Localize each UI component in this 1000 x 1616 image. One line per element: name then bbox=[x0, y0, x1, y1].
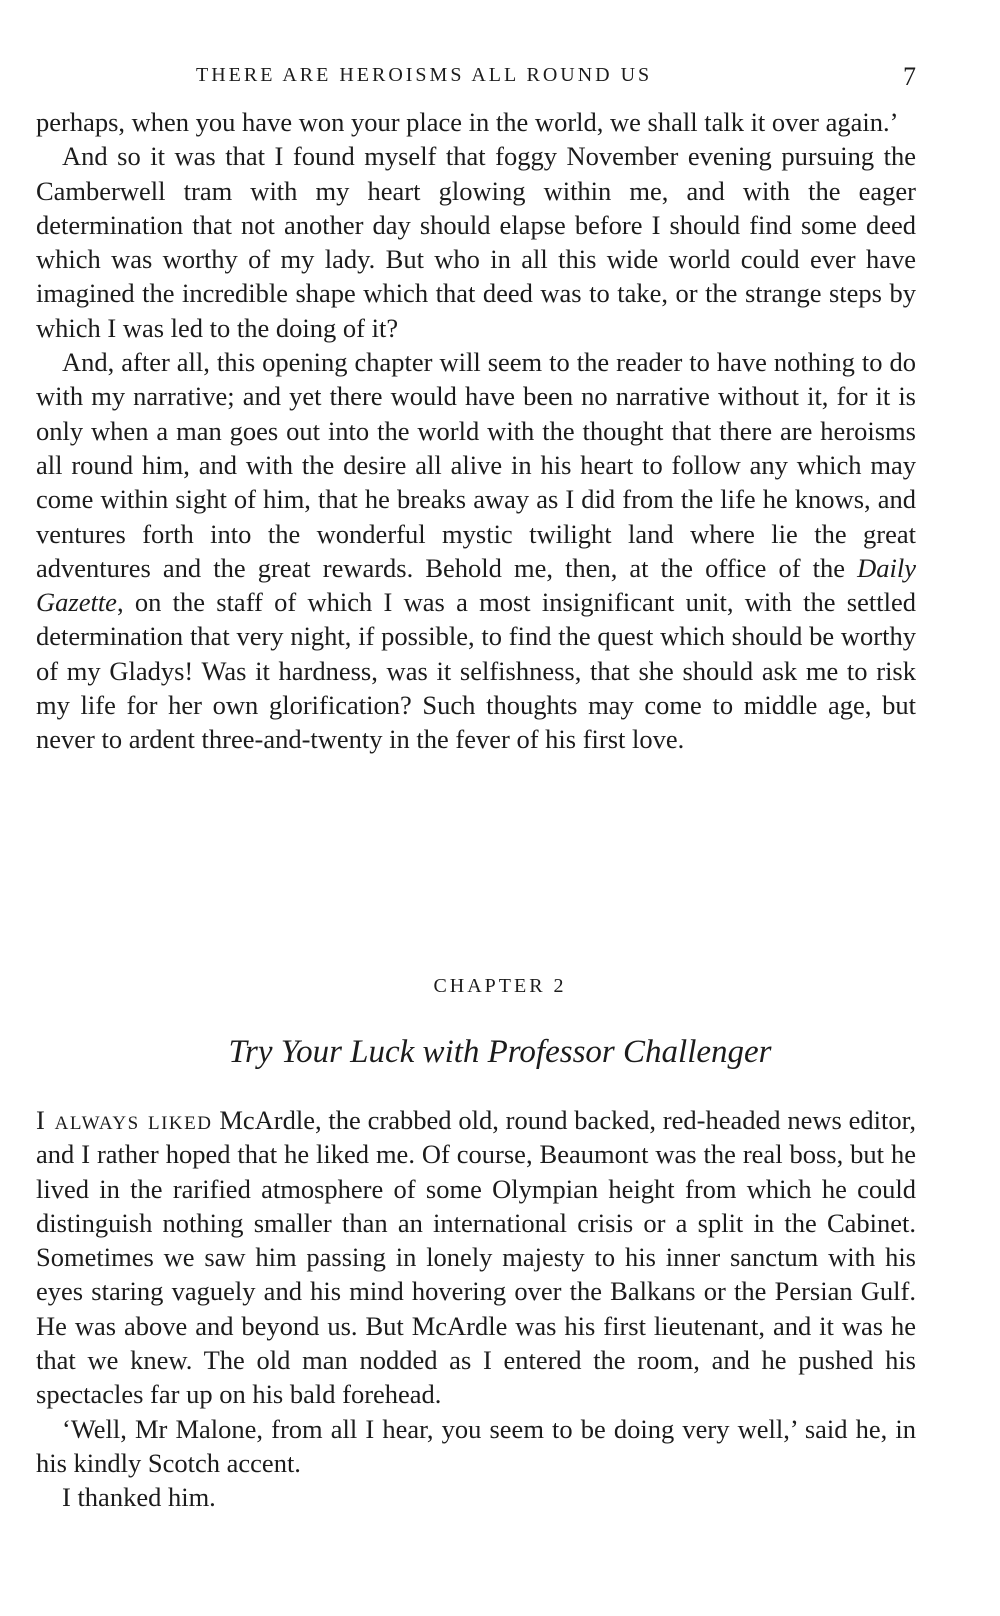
paragraph-mcardle-text: McArdle, the crabbed old, round backed, red-headed news editor, and I rather hoped that he liked me. Of course, Beaumont was the real boss, but he lived in the rarified atmosphere of some Olympian height from which he could distinguish nothing smaller than an international crisis or a split in the Cabinet. Sometimes we saw him passing in lonely majesty to his inner sanctum with his eyes staring vaguely and his mind hovering over the Balkans or the Persian Gulf. He was above and beyond us. But McArdle was his first lieutenant, and it was he that we knew. The old man nodded as I entered the room, and he pushed his spectacles far up on his bald forehead. bbox=[36, 1105, 916, 1410]
running-head bbox=[36, 62, 916, 92]
running-title: THERE ARE HEROISMS ALL ROUND US bbox=[196, 64, 653, 86]
paragraph-thanks: I thanked him. bbox=[62, 1482, 216, 1513]
paragraph-opening-chapter bbox=[36, 345, 916, 757]
chapter-two-opening bbox=[36, 1103, 916, 1515]
paragraph-text-before-italic: And, after all, this opening chapter will seem to the reader to have nothing to do with my narrative; and yet there would have been no narrative without it, for it is only when a man goes out into the world with the thought that there are heroisms all round him, and with the desire all alive in his heart to follow any which may come within sight of him, that he breaks away as I did from the life he knows, and ventures forth into the wonderful mystic twilight land where lie the great adventures and the great rewards. Behold me, then, at the office of the bbox=[36, 347, 916, 583]
chapter-title: Try Your Luck with Professor Challenger bbox=[228, 1034, 772, 1070]
paragraph-dialogue: ‘Well, Mr Malone, from all I hear, you seem to be doing very well,’ said he, in his kindly Scotch accent. bbox=[36, 1413, 916, 1478]
page-number: 7 bbox=[903, 62, 916, 91]
chapter-one-ending bbox=[36, 105, 916, 757]
paragraph-foggy-evening: And so it was that I found myself that foggy November evening pursuing the Camberwell tram with my heart glowing within me, and with the eager determination that not another day should elapse before I should find some deed which was worthy of my lady. But who in all this wide world could ever have imagined the incredible shape which that deed was to take, or the strange steps by which I was led to the doing of it? bbox=[36, 141, 916, 343]
small-caps-lead: I always liked bbox=[36, 1105, 213, 1135]
paragraph-text-after-italic: , on the staff of which I was a most insignificant unit, with the settled determination that very night, if possible, to find the quest which should be worthy of my Gladys! Was it hardness, was it selfishness, that she should ask me to risk my life for her own glorification? Such thoughts may come to middle age, but never to ardent three-and-twenty in the fever of his first love. bbox=[36, 587, 916, 755]
chapter-label: CHAPTER 2 bbox=[433, 975, 567, 997]
newspaper-name: Daily Gazette bbox=[36, 552, 916, 618]
paragraph-continuation: perhaps, when you have won your place in the world, we shall talk it over again.’ bbox=[36, 107, 899, 137]
paragraph-mcardle bbox=[36, 1103, 916, 1412]
